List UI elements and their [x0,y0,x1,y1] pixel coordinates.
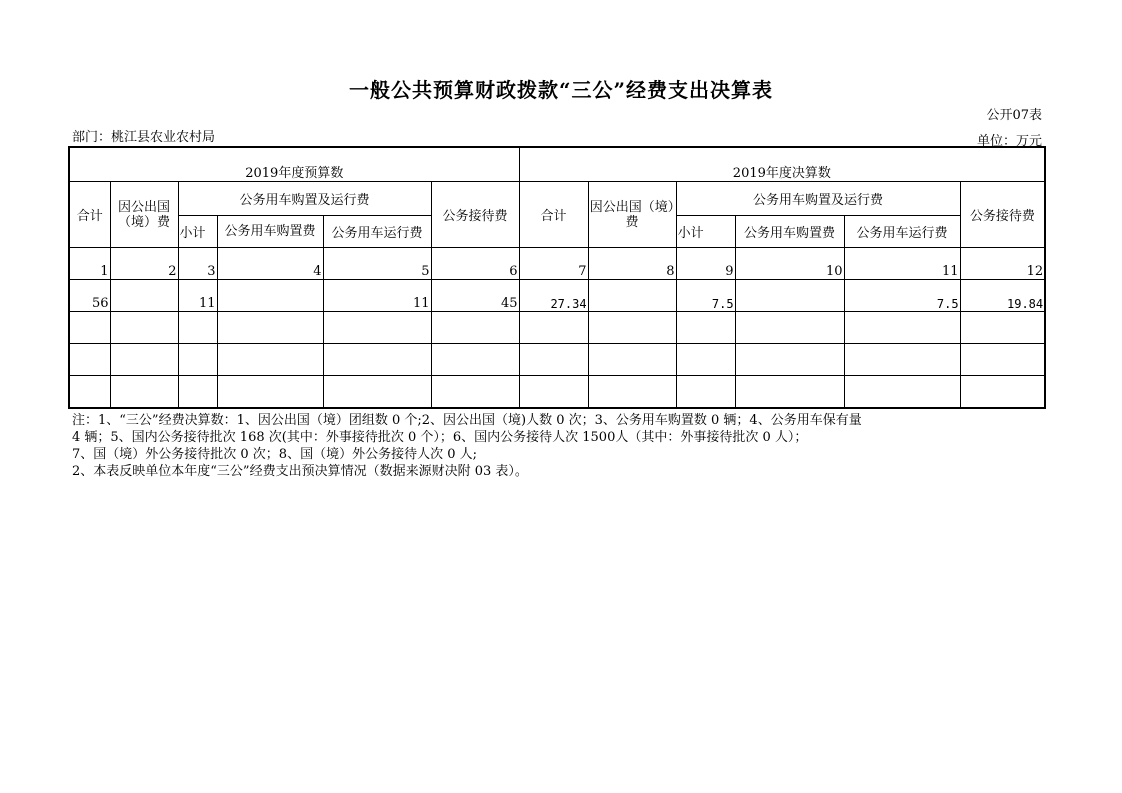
table-cell: 7.5 [676,280,735,312]
table-cell [519,344,588,376]
department-label: 部门：桃江县农业农村局 [72,130,216,145]
table-row [69,280,1045,312]
table-cell: 45 [431,280,519,312]
table-cell [217,312,323,344]
actual-group-header: 2019年度决算数 [519,147,1045,182]
note-line: 7、国（境）外公务接待批次 0 次；8、国（境）外公务接待人次 0 人; [72,447,477,462]
column-number: 9 [676,248,735,280]
table-cell [110,376,178,409]
budget-vehicle-header: 公务用车购置及运行费 [178,182,431,216]
column-number: 4 [217,248,323,280]
table-cell [960,312,1045,344]
column-number: 1 [69,248,110,280]
actual-reception-header: 公务接待费 [960,182,1045,248]
table-cell: 7.5 [844,280,960,312]
table-cell [676,376,735,409]
table-cell [735,376,844,409]
table-cell [588,280,676,312]
column-number: 2 [110,248,178,280]
note-line: 2、本表反映单位本年度“三公”经费支出预决算情况（数据来源财决附 03 表）。 [72,464,528,479]
budget-abroad-header: 因公出国（境）费 [110,182,178,248]
expenditure-table [68,146,1046,409]
table-cell [519,312,588,344]
column-number: 5 [323,248,431,280]
actual-vehicle-header: 公务用车购置及运行费 [676,182,960,216]
table-cell [110,312,178,344]
table-cell [676,344,735,376]
table-cell [431,376,519,409]
notes [72,412,1032,480]
table-cell [69,344,110,376]
table-cell [960,344,1045,376]
column-number: 8 [588,248,676,280]
table-row [69,376,1045,409]
table-cell [323,376,431,409]
budget-vehicle-purchase-header: 公务用车购置费 [217,216,323,248]
table-cell: 56 [69,280,110,312]
table-cell [323,312,431,344]
table-cell: 19.84 [960,280,1045,312]
table-cell [676,312,735,344]
table-cell [217,280,323,312]
table-cell [844,312,960,344]
table-cell: 27.34 [519,280,588,312]
column-number: 7 [519,248,588,280]
table-cell [735,344,844,376]
table-cell [110,280,178,312]
budget-group-header: 2019年度预算数 [69,147,519,182]
table-cell [69,312,110,344]
note-line: 4 辆；5、国内公务接待批次 168 次(其中：外事接待批次 0 个）；6、国内公务接待人次 1500人（其中：外事接待批次 0 人）； [72,430,808,445]
table-cell [323,344,431,376]
table-cell [217,344,323,376]
table-cell [844,376,960,409]
page-title: 一般公共预算财政拨款“三公”经费支出决算表 [348,78,773,102]
table-row [69,344,1045,376]
table-cell [178,312,217,344]
table-cell [431,344,519,376]
table-cell [735,280,844,312]
column-number: 11 [844,248,960,280]
column-number: 12 [960,248,1045,280]
unit-label: 单位：万元 [976,134,1042,149]
table-cell: 11 [323,280,431,312]
budget-vehicle-run-header: 公务用车运行费 [323,216,431,248]
table-cell [588,344,676,376]
column-number-row [69,248,1045,280]
note-line: 注：1、“三公”经费决算数：1、因公出国（境）团组数 0 个;2、因公出国（境)人数 0 次；3、公务用车购置数 0 辆；4、公务用车保有量 [72,413,862,428]
actual-abroad-header: 因公出国（境）费 [588,182,676,248]
table-cell [735,312,844,344]
budget-reception-header: 公务接待费 [431,182,519,248]
table-cell [588,376,676,409]
table-cell [588,312,676,344]
column-number: 6 [431,248,519,280]
column-number: 3 [178,248,217,280]
table-cell [110,344,178,376]
table-cell: 11 [178,280,217,312]
form-number: 公开07表 [986,108,1042,123]
table-cell [178,376,217,409]
table-cell [960,376,1045,409]
table-cell [217,376,323,409]
actual-subtotal-header: 小计 [676,216,735,248]
actual-vehicle-purchase-header: 公务用车购置费 [735,216,844,248]
budget-total-header: 合计 [69,182,110,248]
table-cell [178,344,217,376]
table-cell [519,376,588,409]
table-cell [844,344,960,376]
actual-vehicle-run-header: 公务用车运行费 [844,216,960,248]
table-cell [69,376,110,409]
table-cell [431,312,519,344]
actual-total-header: 合计 [519,182,588,248]
column-number: 10 [735,248,844,280]
budget-subtotal-header: 小计 [178,216,217,248]
table-row [69,312,1045,344]
